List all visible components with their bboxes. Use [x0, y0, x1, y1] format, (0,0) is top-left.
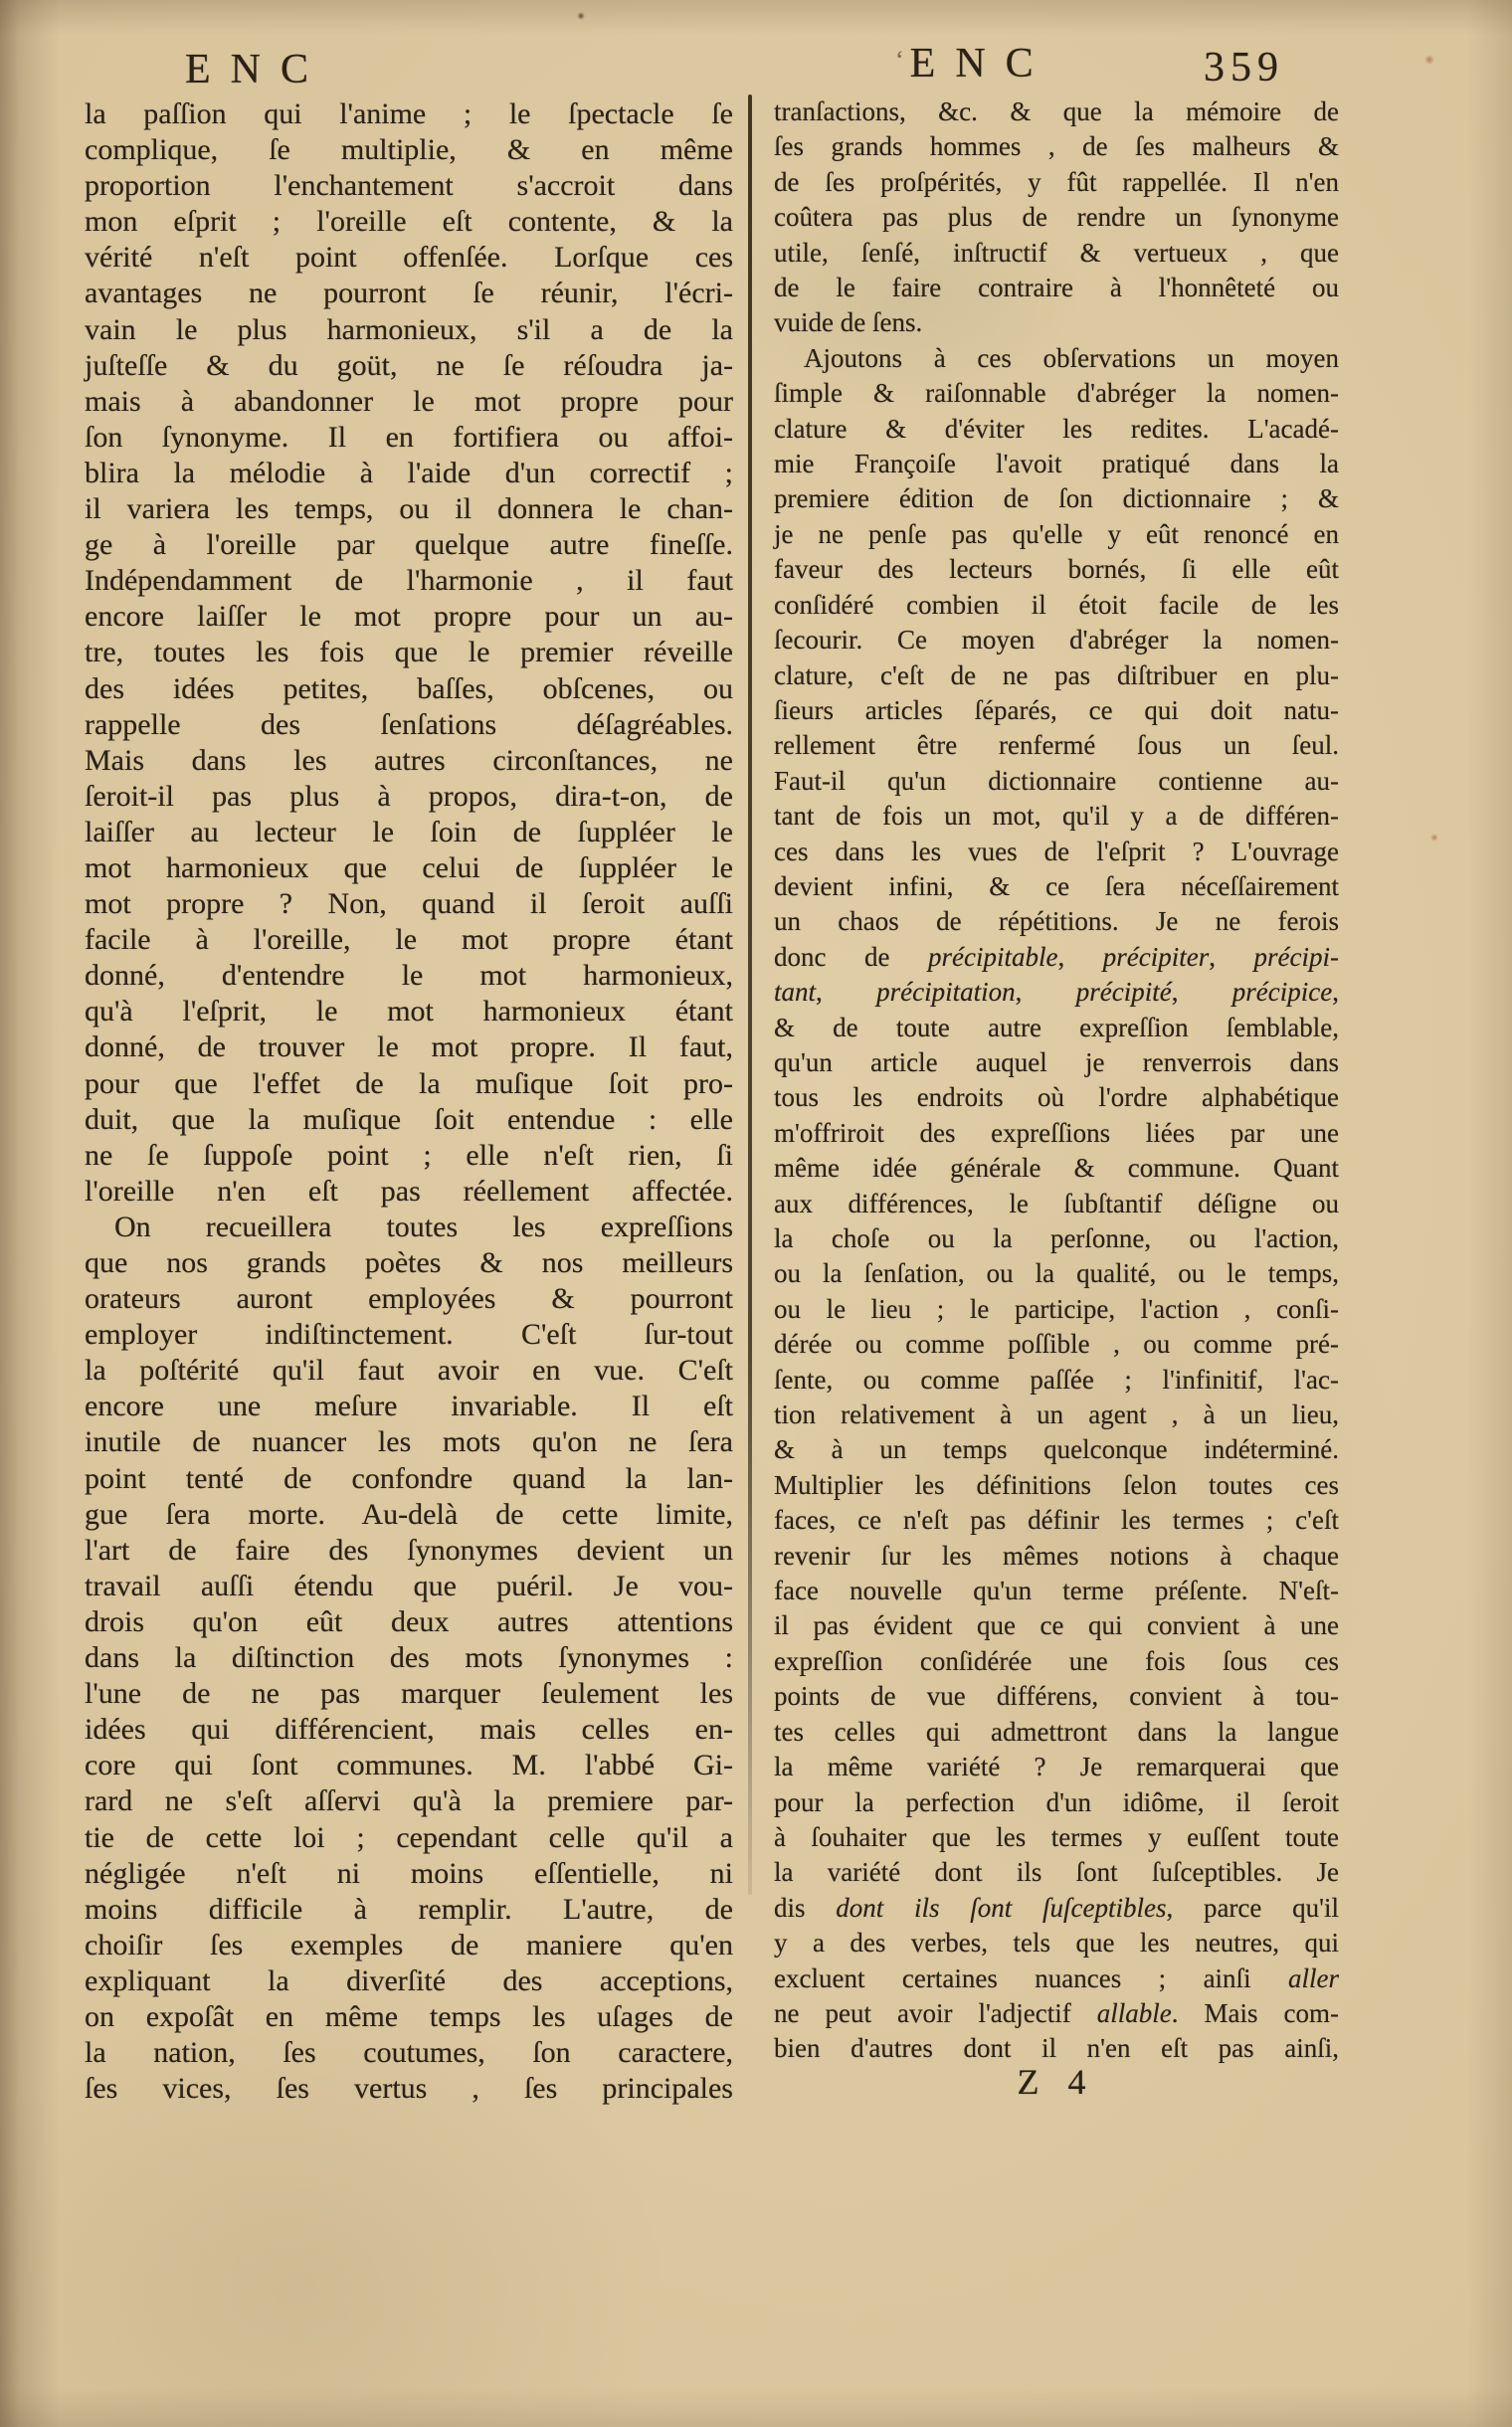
text-line: on expoſât en même temps les uſages de [85, 1999, 733, 2033]
text-line: ſon ſynonyme. Il en fortifiera ou affoi- [85, 420, 733, 454]
text-line: facile à l'oreille, le mot propre étant [85, 923, 733, 957]
text-line: mot propre ? Non, quand il ſeroit auſſi [85, 887, 733, 921]
text-line: ſente, ou comme paſſée ; l'infinitif, l'ac- [774, 1364, 1339, 1395]
text-line: Ajoutons à ces obſervations un moyen [804, 342, 1339, 373]
text-line: dis dont ils ſont ſuſceptibles, parce qu'il [774, 1892, 1339, 1923]
text-line: la même variété ? Je remarquerai que [774, 1752, 1339, 1782]
text-line: Indépendamment de l'harmonie , il faut [85, 564, 733, 598]
text-line: qu'un article auquel je renverrois dans [774, 1046, 1339, 1077]
text-line: & à un temps quelconque indéterminé. [774, 1434, 1339, 1465]
column-divider-rule [748, 94, 752, 1895]
text-line: que nos grands poètes & nos meilleurs [85, 1246, 733, 1279]
text-line: pour que l'effet de la muſique ſoit pro- [85, 1066, 733, 1100]
text-line: duit, que la muſique ſoit entendue : elle [85, 1102, 733, 1136]
text-line: proportion l'enchantement s'accroit dans [85, 169, 733, 203]
text-line: je ne penſe pas qu'elle y eût renoncé en [774, 518, 1339, 549]
text-line: expreſſion conſidérée une fois ſous ces [774, 1645, 1339, 1676]
text-line: encore une meſure invariable. Il eſt [85, 1390, 733, 1423]
text-line: l'oreille n'en eſt pas réellement affectée. [85, 1174, 733, 1208]
text-line: rellement être renfermé ſous un ſeul. [774, 730, 1339, 761]
text-line: moins difficile à remplir. L'autre, de [85, 1892, 733, 1926]
left-text-column [85, 96, 733, 2107]
text-line: encore laiſſer le mot propre pour un au- [85, 600, 733, 634]
text-line: ſimple & raiſonnable d'abréger la nomen- [774, 378, 1339, 409]
text-line: donné, de trouver le mot propre. Il faut, [85, 1030, 733, 1064]
text-line: tion relativement à un agent , à un lieu, [774, 1400, 1339, 1430]
text-line: un chaos de répétitions. Je ne ferois [774, 906, 1339, 937]
text-line: ge à l'oreille par quelque autre fineſſe. [85, 528, 733, 562]
text-line: mie Françoiſe l'avoit pratiqué dans la [774, 449, 1339, 479]
text-line: des idées petites, baſſes, obſcenes, ou [85, 671, 733, 705]
text-line: mais à abandonner le mot propre pour [85, 384, 733, 418]
text-line: donné, d'entendre le mot harmonieux, [85, 959, 733, 993]
text-line: négligée n'eſt ni moins eſſentielle, ni [85, 1856, 733, 1890]
text-line: ſes vices, ſes vertus , ſes principales [85, 2072, 733, 2106]
running-title-right-text: ENC [909, 41, 1053, 87]
text-line: la paſſion qui l'anime ; le ſpectacle ſe [85, 97, 733, 130]
text-line: à ſouhaiter que les termes y euſſent toute [774, 1821, 1339, 1852]
text-line: ſecourir. Ce moyen d'abréger la nomen- [774, 625, 1339, 655]
text-line: rard ne s'eſt aſſervi qu'à la premiere par- [85, 1784, 733, 1818]
text-line: tre, toutes les fois que le premier réveille [85, 636, 733, 669]
text-line: conſidéré combien il étoit facile de les [774, 589, 1339, 620]
text-line: la poſtérité qu'il faut avoir en vue. C'eſt [85, 1354, 733, 1388]
text-line: y a des verbes, tels que les neutres, qui [774, 1928, 1339, 1959]
text-line: utile, ſenſé, inſtructif & vertueux , que [774, 237, 1339, 268]
text-line: drois qu'on eût deux autres attentions [85, 1604, 733, 1638]
text-line: clature & d'éviter les redites. L'acadé- [774, 413, 1339, 444]
text-line: blira la mélodie à l'aide d'un correctif ; [85, 456, 733, 489]
text-line: de le faire contraire à l'honnêteté ou [774, 273, 1339, 303]
text-line: ſes grands hommes , de ſes malheurs & [774, 131, 1339, 162]
text-line: vain le plus harmonieux, s'il a de la [85, 312, 733, 346]
text-line: il variera les temps, ou il donnera le chan- [85, 492, 733, 526]
text-line: de ſes proſpérités, y fût rappellée. Il n'en [774, 166, 1339, 197]
text-line: tranſactions, &c. & que la mémoire de [774, 96, 1339, 126]
text-line: face nouvelle qu'un terme préſente. N'eſt- [774, 1576, 1339, 1606]
text-line: coûtera pas plus de rendre un ſynonyme [774, 202, 1339, 233]
text-line: même idée générale & commune. Quant [774, 1153, 1339, 1184]
text-line: devient infini, & ce ſera néceſſairement [774, 870, 1339, 901]
text-line: idées qui différencient, mais celles en- [85, 1713, 733, 1747]
text-line: ces dans les vues de l'eſprit ? L'ouvrage [774, 836, 1339, 866]
text-line: ou la ſenſation, ou la qualité, ou le temps, [774, 1258, 1339, 1289]
text-line: donc de précipitable, précipiter, précipi- [774, 941, 1340, 972]
text-line: premiere édition de ſon dictionnaire ; & [774, 483, 1339, 514]
text-line: gue ſera morte. Au-delà de cette limite, [85, 1497, 733, 1531]
text-line: tant, précipitation, précipité, précipice, [774, 977, 1339, 1008]
text-line: tant de fois un mot, qu'il y a de différen- [774, 801, 1339, 832]
right-text-column [774, 94, 1339, 2067]
text-line: aux différences, le ſubſtantif déſigne ou [774, 1188, 1339, 1218]
running-title-right [895, 40, 1053, 88]
page-number: 359 [1204, 45, 1284, 91]
text-line: vérité n'eſt point offenſée. Lorſque ces [85, 241, 733, 275]
text-line: Faut-il qu'un dictionnaire contienne au- [774, 765, 1339, 796]
text-line: excluent certaines nuances ; ainſi aller [774, 1962, 1339, 1993]
text-line: inutile de nuancer les mots qu'on ne ſera [85, 1425, 733, 1459]
text-line: complique, ſe multiplie, & en même [85, 133, 733, 167]
text-line: mon eſprit ; l'oreille eſt contente, & la [85, 205, 733, 239]
text-line: la variété dont ils ſont ſuſceptibles. Je [774, 1857, 1339, 1888]
text-line: l'une de ne pas marquer ſeulement les [85, 1677, 733, 1711]
text-line: clature, c'eſt de ne pas diſtribuer en plu- [774, 659, 1339, 690]
text-line: Mais dans les autres circonſtances, ne [85, 743, 733, 777]
text-line: ſeroit-il pas plus à propos, dira-t-on, de [85, 779, 733, 813]
text-line: laiſſer au lecteur le ſoin de ſuppléer le [85, 815, 733, 848]
text-line: dans la diſtinction des mots ſynonymes : [85, 1641, 733, 1675]
text-line: orateurs auront employées & pourront [85, 1282, 733, 1316]
text-line: points de vue différens, convient à tou- [774, 1681, 1339, 1712]
text-line: avantages ne pourront ſe réunir, l'écri- [85, 277, 733, 310]
text-line: ſieurs articles ſéparés, ce qui doit natu- [774, 694, 1339, 725]
text-line: pour la perfection d'un idiôme, il ſeroit [774, 1786, 1339, 1817]
text-line: core qui ſont communes. M. l'abbé Gi- [85, 1749, 733, 1782]
text-line: & de toute autre expreſſion ſemblable, [774, 1012, 1339, 1042]
text-line: ne peut avoir l'adjectif allable. Mais com- [774, 1997, 1339, 2028]
signature-mark: Z 4 [1017, 2062, 1096, 2102]
text-line: On recueillera toutes les expreſſions [114, 1210, 733, 1243]
text-line: dérée ou comme poſſible , ou comme pré- [774, 1329, 1339, 1360]
print-artifact-mark: ʻ [895, 46, 910, 75]
text-line: choiſir ſes exemples de maniere qu'en [85, 1928, 733, 1961]
text-line: Multiplier les définitions ſelon toutes ces [774, 1469, 1339, 1500]
text-line: tous les endroits où l'ordre alphabétique [774, 1082, 1339, 1113]
text-line: vuide de ſens. [774, 307, 923, 338]
text-line: travail auſſi étendu que puéril. Je vou- [85, 1569, 733, 1602]
text-line: m'offriroit des expreſſions liées par une [774, 1117, 1339, 1148]
text-line: faces, ce n'eſt pas définir les termes ; c'eſt [774, 1505, 1339, 1536]
text-line: employer indiſtinctement. C'eſt ſur-tout [85, 1318, 733, 1352]
text-line: rappelle des ſenſations déſagréables. [85, 707, 733, 741]
text-line: l'art de faire des ſynonymes devient un [85, 1533, 733, 1567]
text-line: tie de cette loi ; cependant celle qu'il a [85, 1820, 733, 1854]
text-line: juſteſſe & du goüt, ne ſe réſoudra ja- [85, 348, 733, 382]
text-line: faveur des lecteurs bornés, ſi elle eût [774, 554, 1339, 585]
text-line: point tenté de confondre quand la lan- [85, 1461, 733, 1495]
text-line: revenir ſur les mêmes notions à chaque [774, 1540, 1339, 1571]
text-line: mot harmonieux que celui de ſuppléer le [85, 850, 733, 884]
text-line: ne ſe ſuppoſe point ; elle n'eſt rien, ſi [85, 1138, 733, 1172]
text-line: qu'à l'eſprit, le mot harmonieux étant [85, 995, 733, 1028]
text-line: il pas évident que ce qui convient à une [774, 1610, 1339, 1641]
text-line: la choſe ou la perſonne, ou l'action, [774, 1223, 1339, 1253]
text-line: ou le lieu ; le participe, l'action , conſi- [774, 1293, 1339, 1324]
text-line: tes celles qui admettront dans la langue [774, 1716, 1339, 1747]
running-title-left: ENC [185, 47, 328, 93]
text-line: bien d'autres dont il n'en eſt pas ainſi, [774, 2033, 1339, 2064]
text-line: expliquant la diverſité des acceptions, [85, 1963, 733, 1997]
text-line: la nation, ſes coutumes, ſon caractere, [85, 2036, 733, 2070]
